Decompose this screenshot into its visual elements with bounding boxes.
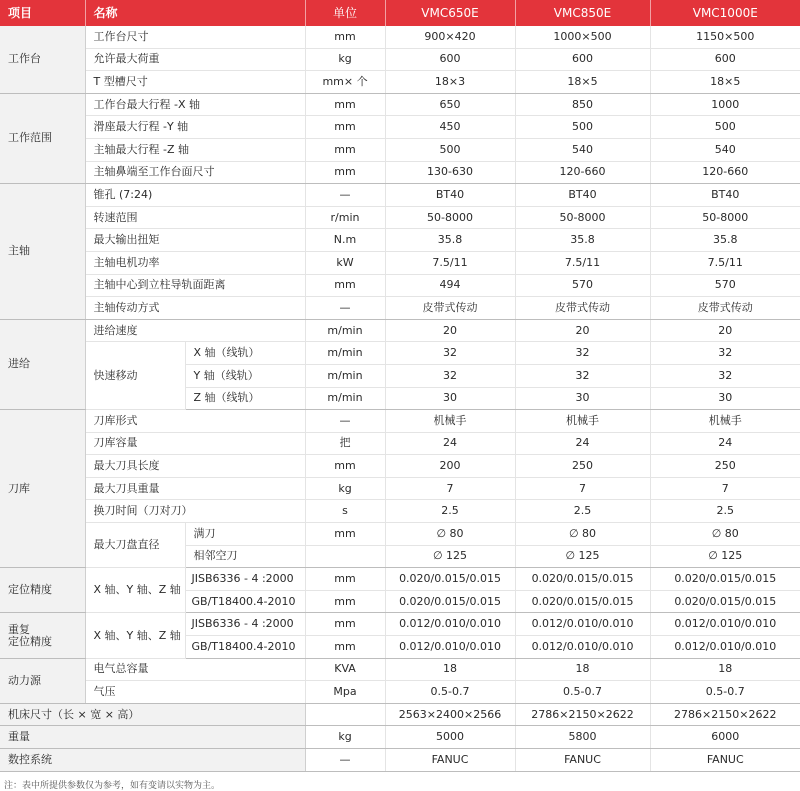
row-value: ∅ 80 — [385, 523, 515, 546]
category-work-range: 工作范围 — [0, 93, 85, 183]
row-unit: m/min — [305, 364, 385, 387]
row-value: 200 — [385, 455, 515, 478]
table-row — [0, 523, 800, 546]
row-value: ∅ 80 — [650, 523, 800, 546]
row-value: 30 — [385, 387, 515, 410]
row-subname: GB/T18400.4-2010 — [185, 636, 305, 659]
row-name: 刀库容量 — [85, 432, 305, 455]
row-value: 650 — [385, 93, 515, 116]
table-row — [0, 297, 800, 320]
table-row — [0, 681, 800, 704]
row-value: 机械手 — [650, 410, 800, 433]
row-unit: m/min — [305, 319, 385, 342]
row-name: 最大输出扭矩 — [85, 229, 305, 252]
row-unit: mm — [305, 93, 385, 116]
row-value: BT40 — [515, 184, 650, 207]
row-value: 20 — [515, 319, 650, 342]
row-value: 0.012/0.010/0.010 — [650, 636, 800, 659]
row-value: 18 — [385, 658, 515, 681]
row-unit: — — [305, 297, 385, 320]
row-name: 快速移动 — [85, 342, 185, 410]
header-model-vmc1000e: VMC1000E — [650, 0, 800, 26]
table-row — [0, 410, 800, 433]
category-worktable: 工作台 — [0, 26, 85, 93]
row-unit: mm — [305, 568, 385, 591]
table-row — [0, 726, 800, 749]
row-value: 450 — [385, 116, 515, 139]
row-value: ∅ 125 — [515, 545, 650, 568]
row-label-weight: 重量 — [0, 726, 305, 749]
row-value: 600 — [385, 48, 515, 71]
table-row — [0, 138, 800, 161]
row-value: 2.5 — [650, 500, 800, 523]
row-name: 最大刀具长度 — [85, 455, 305, 478]
row-name: 主轴最大行程 -Z 轴 — [85, 138, 305, 161]
row-value: 32 — [515, 342, 650, 365]
row-value: 18 — [650, 658, 800, 681]
row-label-machine-size: 机床尺寸（长 × 宽 × 高） — [0, 703, 305, 726]
row-unit: r/min — [305, 206, 385, 229]
row-unit: m/min — [305, 342, 385, 365]
row-subname: JISB6336 - 4 :2000 — [185, 613, 305, 636]
row-unit: mm — [305, 613, 385, 636]
row-value: 30 — [650, 387, 800, 410]
row-subname: 相邻空刀 — [185, 545, 305, 568]
row-value: 500 — [650, 116, 800, 139]
row-value: 540 — [650, 138, 800, 161]
row-unit — [305, 545, 385, 568]
row-value: 18×5 — [515, 71, 650, 94]
row-value: 1000×500 — [515, 26, 650, 48]
table-row — [0, 251, 800, 274]
table-row — [0, 432, 800, 455]
row-name: 主轴鼻端至工作台面尺寸 — [85, 161, 305, 184]
row-value: 32 — [515, 364, 650, 387]
row-value: 5800 — [515, 726, 650, 749]
table-row — [0, 116, 800, 139]
row-value: 900×420 — [385, 26, 515, 48]
row-unit: mm — [305, 590, 385, 613]
table-row — [0, 274, 800, 297]
row-value: 494 — [385, 274, 515, 297]
row-subname: 满刀 — [185, 523, 305, 546]
table-row — [0, 749, 800, 772]
category-line: 重复 — [8, 622, 30, 636]
row-value: 32 — [385, 342, 515, 365]
row-value: 7.5/11 — [515, 251, 650, 274]
category-spindle: 主轴 — [0, 184, 85, 320]
header-model-vmc650e: VMC650E — [385, 0, 515, 26]
row-value: 0.012/0.010/0.010 — [515, 613, 650, 636]
row-unit: — — [305, 184, 385, 207]
row-value: 0.5-0.7 — [650, 681, 800, 704]
row-value: 35.8 — [515, 229, 650, 252]
row-value: 7 — [650, 477, 800, 500]
table-row — [0, 93, 800, 116]
row-value: 50-8000 — [385, 206, 515, 229]
row-unit: Mpa — [305, 681, 385, 704]
row-unit: kg — [305, 48, 385, 71]
row-value: 35.8 — [650, 229, 800, 252]
category-feed: 进给 — [0, 319, 85, 409]
row-value: 0.5-0.7 — [385, 681, 515, 704]
category-power-source: 动力源 — [0, 658, 85, 703]
row-value: 50-8000 — [515, 206, 650, 229]
row-value: 2786×2150×2622 — [515, 703, 650, 726]
table-row — [0, 568, 800, 591]
header-row — [0, 0, 800, 26]
row-unit: mm — [305, 455, 385, 478]
row-unit: mm — [305, 636, 385, 659]
row-value: 2786×2150×2622 — [650, 703, 800, 726]
row-value: 32 — [650, 342, 800, 365]
row-value: 皮带式传动 — [385, 297, 515, 320]
row-value: BT40 — [385, 184, 515, 207]
row-value: ∅ 80 — [515, 523, 650, 546]
row-value: 1150×500 — [650, 26, 800, 48]
row-name: X 轴、Y 轴、Z 轴 — [85, 568, 185, 613]
row-value: 0.020/0.015/0.015 — [650, 568, 800, 591]
row-value: 机械手 — [515, 410, 650, 433]
table-row — [0, 703, 800, 726]
row-unit: mm — [305, 138, 385, 161]
table-row — [0, 71, 800, 94]
row-unit: — — [305, 749, 385, 772]
row-value: FANUC — [650, 749, 800, 772]
row-value: 0.5-0.7 — [515, 681, 650, 704]
row-unit: 把 — [305, 432, 385, 455]
category-line: 定位精度 — [8, 634, 52, 648]
row-value: 0.020/0.015/0.015 — [515, 590, 650, 613]
table-row — [0, 184, 800, 207]
header-unit: 单位 — [305, 0, 385, 26]
table-row — [0, 477, 800, 500]
row-name: 工作台最大行程 -X 轴 — [85, 93, 305, 116]
row-value: 250 — [515, 455, 650, 478]
row-value: 30 — [515, 387, 650, 410]
row-value: ∅ 125 — [650, 545, 800, 568]
row-value: 570 — [515, 274, 650, 297]
row-value: 6000 — [650, 726, 800, 749]
row-unit: m/min — [305, 387, 385, 410]
table-row — [0, 229, 800, 252]
row-value: 18×3 — [385, 71, 515, 94]
row-name: 气压 — [85, 681, 305, 704]
table-row — [0, 319, 800, 342]
row-value: 24 — [515, 432, 650, 455]
row-subname: X 轴（线轨） — [185, 342, 305, 365]
row-value: 850 — [515, 93, 650, 116]
row-value: 18 — [515, 658, 650, 681]
row-subname: JISB6336 - 4 :2000 — [185, 568, 305, 591]
row-value: 24 — [385, 432, 515, 455]
row-name: 主轴传动方式 — [85, 297, 305, 320]
row-value: 120-660 — [650, 161, 800, 184]
row-value: 皮带式传动 — [650, 297, 800, 320]
table-row — [0, 500, 800, 523]
row-value: 0.020/0.015/0.015 — [385, 590, 515, 613]
row-subname: Z 轴（线轨） — [185, 387, 305, 410]
row-value: 2.5 — [515, 500, 650, 523]
row-unit: kg — [305, 726, 385, 749]
row-unit: s — [305, 500, 385, 523]
row-value: 250 — [650, 455, 800, 478]
row-value: 0.012/0.010/0.010 — [385, 613, 515, 636]
row-name: 主轴电机功率 — [85, 251, 305, 274]
table-row — [0, 48, 800, 71]
row-subname: Y 轴（线轨） — [185, 364, 305, 387]
row-value: 7 — [385, 477, 515, 500]
row-name: 最大刀盘直径 — [85, 523, 185, 568]
row-value: 540 — [515, 138, 650, 161]
row-value: 570 — [650, 274, 800, 297]
row-value: 0.020/0.015/0.015 — [515, 568, 650, 591]
row-unit: mm — [305, 26, 385, 48]
row-name: 锥孔 (7:24) — [85, 184, 305, 207]
row-name: 进给速度 — [85, 319, 305, 342]
row-name: 转速范围 — [85, 206, 305, 229]
table-row — [0, 161, 800, 184]
row-name: 主轴中心到立柱导轨面距离 — [85, 274, 305, 297]
row-value: 7.5/11 — [650, 251, 800, 274]
row-unit: mm× 个 — [305, 71, 385, 94]
row-unit: mm — [305, 116, 385, 139]
category-positioning-accuracy: 定位精度 — [0, 568, 85, 613]
row-value: 机械手 — [385, 410, 515, 433]
row-name: 电气总容量 — [85, 658, 305, 681]
row-value: FANUC — [515, 749, 650, 772]
table-row — [0, 613, 800, 636]
row-value: 皮带式传动 — [515, 297, 650, 320]
table-row — [0, 206, 800, 229]
row-value: 18×5 — [650, 71, 800, 94]
row-value: 2.5 — [385, 500, 515, 523]
row-name: 允许最大荷重 — [85, 48, 305, 71]
row-value: 35.8 — [385, 229, 515, 252]
row-name: 滑座最大行程 -Y 轴 — [85, 116, 305, 139]
row-value: 20 — [385, 319, 515, 342]
header-name: 名称 — [85, 0, 305, 26]
row-name: X 轴、Y 轴、Z 轴 — [85, 613, 185, 658]
row-value: 24 — [650, 432, 800, 455]
row-value: FANUC — [385, 749, 515, 772]
row-name: T 型槽尺寸 — [85, 71, 305, 94]
row-value: 130-630 — [385, 161, 515, 184]
table-row — [0, 26, 800, 48]
table-row — [0, 342, 800, 365]
row-value: 7 — [515, 477, 650, 500]
row-value: 2563×2400×2566 — [385, 703, 515, 726]
row-unit — [305, 703, 385, 726]
row-unit: N.m — [305, 229, 385, 252]
row-unit: — — [305, 410, 385, 433]
row-name: 工作台尺寸 — [85, 26, 305, 48]
row-value: 500 — [385, 138, 515, 161]
row-value: 7.5/11 — [385, 251, 515, 274]
row-name: 刀库形式 — [85, 410, 305, 433]
row-subname: GB/T18400.4-2010 — [185, 590, 305, 613]
row-unit: mm — [305, 274, 385, 297]
row-value: 0.012/0.010/0.010 — [515, 636, 650, 659]
row-value: 1000 — [650, 93, 800, 116]
header-model-vmc850e: VMC850E — [515, 0, 650, 26]
row-value: 20 — [650, 319, 800, 342]
row-unit: kW — [305, 251, 385, 274]
category-tool-magazine: 刀库 — [0, 410, 85, 568]
row-name: 换刀时间（刀对刀） — [85, 500, 305, 523]
table-row — [0, 658, 800, 681]
row-value: 32 — [385, 364, 515, 387]
row-unit: mm — [305, 523, 385, 546]
row-value: ∅ 125 — [385, 545, 515, 568]
row-value: 0.020/0.015/0.015 — [385, 568, 515, 591]
row-unit: kg — [305, 477, 385, 500]
row-value: 5000 — [385, 726, 515, 749]
row-value: 600 — [650, 48, 800, 71]
row-unit: mm — [305, 161, 385, 184]
row-value: 600 — [515, 48, 650, 71]
row-value: 120-660 — [515, 161, 650, 184]
header-item: 项目 — [0, 0, 85, 26]
row-value: BT40 — [650, 184, 800, 207]
row-value: 0.012/0.010/0.010 — [650, 613, 800, 636]
footnote: 注：表中所提供参数仅为参考，如有变请以实物为主。 — [4, 780, 221, 791]
row-value: 32 — [650, 364, 800, 387]
row-value: 500 — [515, 116, 650, 139]
row-name: 最大刀具重量 — [85, 477, 305, 500]
row-value: 0.020/0.015/0.015 — [650, 590, 800, 613]
row-unit: KVA — [305, 658, 385, 681]
row-value: 50-8000 — [650, 206, 800, 229]
row-label-cnc-system: 数控系统 — [0, 749, 305, 772]
table-row — [0, 455, 800, 478]
row-value: 0.012/0.010/0.010 — [385, 636, 515, 659]
category-repeat-positioning-accuracy — [0, 613, 85, 658]
